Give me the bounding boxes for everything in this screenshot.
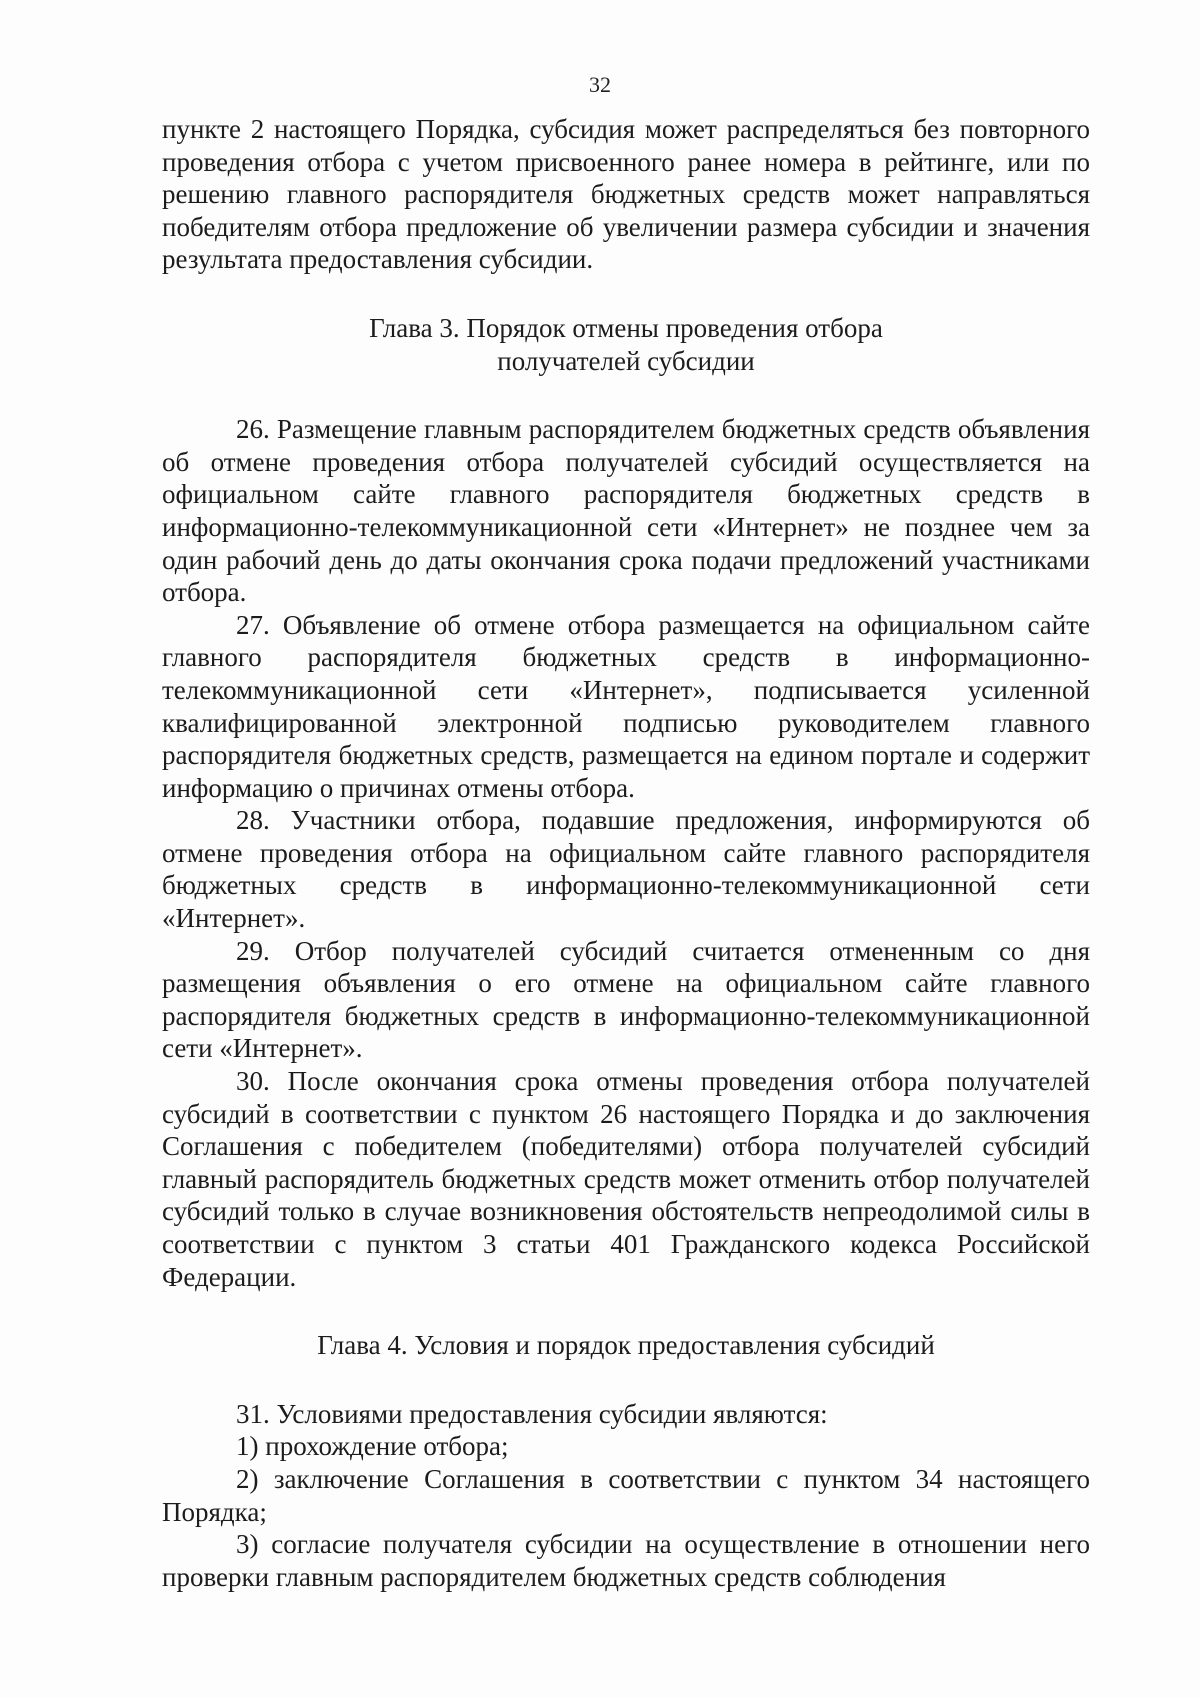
paragraph-26: 26. Размещение главным распорядителем бюджетных средств объявления об отмене проведения отбора получателей субсидий осуществляется на официальном сайте главного распорядителя бюджетных средств в информационно-телекоммуникационной сети «Интернет» не позднее чем за один рабочий день до даты окончания срока подачи предложений участниками отбора. — [162, 414, 1090, 608]
chapter-3-heading-line-2: получателей субсидии — [497, 345, 755, 376]
chapter-3-heading — [162, 312, 1090, 377]
page-number: 32 — [589, 72, 611, 97]
paragraph-31-item-2: 2) заключение Соглашения в соответствии с пунктом 34 настоящего Порядка; — [162, 1463, 1090, 1527]
paragraph-31-item-1: 1) прохождение отбора; — [236, 1431, 509, 1462]
paragraph-29: 29. Отбор получателей субсидий считается отмененным со дня размещения объявления о его отмене на официальном сайте главного распорядителя бюджетных средств в информационно-телекоммуникационной сети «Интернет». — [162, 935, 1090, 1064]
paragraph-continuation: пункте 2 настоящего Порядка, субсидия может распределяться без повторного проведения отбора с учетом присвоенного ранее номера в рейтинге, или по решению главного распорядителя бюджетных средств может направляться победителям отбора предложение об увеличении размера субсидии и значения результата предоставления субсидии. — [162, 114, 1090, 275]
paragraph-30: 30. После окончания срока отмены проведения отбора получателей субсидий в соответствии с пунктом 26 настоящего Порядка и до заключения Соглашения с победителем (победителями) отбора получателей субсидий главный распорядитель бюджетных средств может отменить отбор получателей субсидий только в случае возникновения обстоятельств непреодолимой силы в соответствии с пунктом 3 статьи 401 Гражданского кодекса Российской Федерации. — [162, 1066, 1090, 1292]
paragraph-31-item-3: 3) согласие получателя субсидии на осуществление в отношении него проверки главным распорядителем бюджетных средств соблюдения — [162, 1529, 1090, 1592]
paragraph-27: 27. Объявление об отмене отбора размещается на официальном сайте главного распорядителя бюджетных средств в информационно-телекоммуникационной сети «Интернет», подписывается усиленной квалифицированной электронной подписью руководителем главного распорядителя бюджетных средств, размещается на едином портале и содержит информацию о причинах отмены отбора. — [162, 609, 1090, 803]
paragraph-28: 28. Участники отбора, подавшие предложения, информируются об отмене проведения отбора на официальном сайте главного распорядителя бюджетных средств в информационно-телекоммуникационной сети «Интернет». — [162, 805, 1090, 934]
document-body — [162, 113, 1090, 1593]
chapter-4-heading: Глава 4. Условия и порядок предоставления субсидий — [317, 1330, 935, 1361]
paragraph-31: 31. Условиями предоставления субсидии являются: — [236, 1398, 828, 1429]
chapter-3-heading-line-1: Глава 3. Порядок отмены проведения отбора — [369, 312, 883, 343]
